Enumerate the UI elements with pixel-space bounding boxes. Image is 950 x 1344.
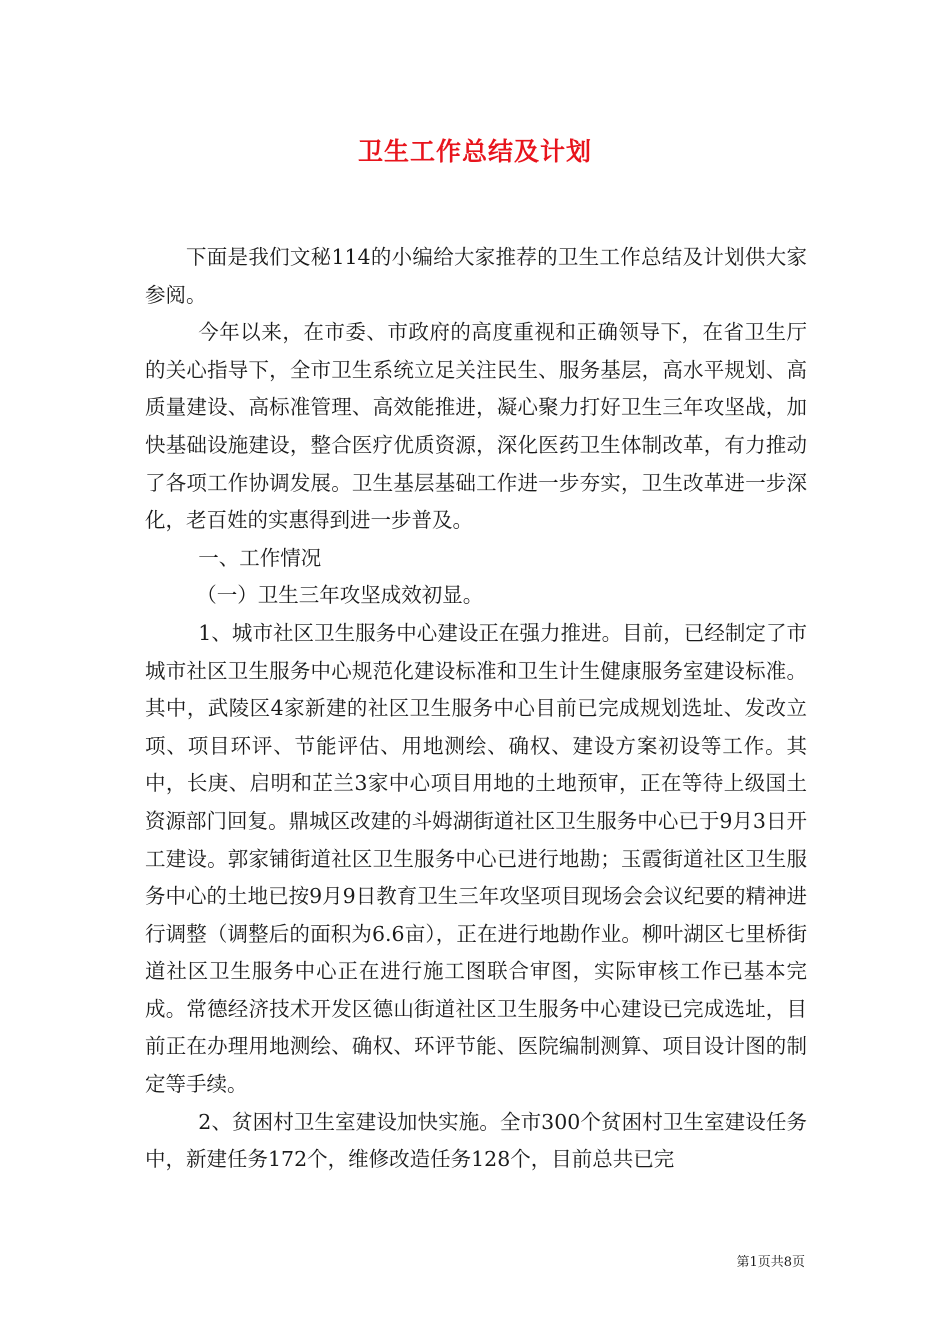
document-title: 卫生工作总结及计划 xyxy=(357,137,592,166)
section-heading: 一、工作情况 xyxy=(198,545,322,570)
page-number: 第1页共8页 xyxy=(736,1255,805,1270)
intro-paragraph: 下面是我们文秘114的小编给大家推荐的卫生工作总结及计划供大家参阅。 xyxy=(145,245,807,307)
item-2-paragraph: 2、贫困村卫生室建设加快实施。全市300个贫困村卫生室建设任务中，新建任务172个，维修改造任务128个，目前总共已完 xyxy=(145,1109,807,1172)
document-body xyxy=(145,239,807,1179)
subsection-heading: （一）卫生三年攻坚成效初显。 xyxy=(196,583,484,608)
item-1-paragraph: 1、城市社区卫生服务中心建设正在强力推进。目前，已经制定了市城市社区卫生服务中心规范化建设标准和卫生计生健康服务室建设标准。其中，武陵区4家新建的社区卫生服务中心目前已完成规划选址、发改立项、项目环评、节能评估、用地测绘、确权、建设方案初设等工作。其中，长庚、启明和芷兰3家中心项目用地的土地预审，正在等待上级国土资源部门回复。鼎城区改建的斗姆湖街道社区卫生服务中心已于9月3日开工建设。郭家铺街道社区卫生服务中心已进行地勘；玉霞街道社区卫生服务中心的土地已按9月9日教育卫生三年攻坚项目现场会会议纪要的精神进行调整（调整后的面积为6.6亩），正在进行地勘作业。柳叶湖区七里桥街道社区卫生服务中心正在进行施工图联合审图，实际审核工作已基本完成。常德经济技术开发区德山街道社区卫生服务中心建设已完成选址，目前正在办理用地测绘、确权、环评节能、医院编制测算、项目设计图的制定等手续。 xyxy=(145,620,807,1097)
summary-paragraph: 今年以来，在市委、市政府的高度重视和正确领导下，在省卫生厅的关心指导下，全市卫生系统立足关注民生、服务基层，高水平规划、高质量建设、高标准管理、高效能推进，凝心聚力打好卫生三年攻坚战，加快基础设施建设，整合医疗优质资源，深化医药卫生体制改革，有力推动了各项工作协调发展。卫生基层基础工作进一步夯实，卫生改革进一步深化，老百姓的实惠得到进一步普及。 xyxy=(145,320,807,533)
